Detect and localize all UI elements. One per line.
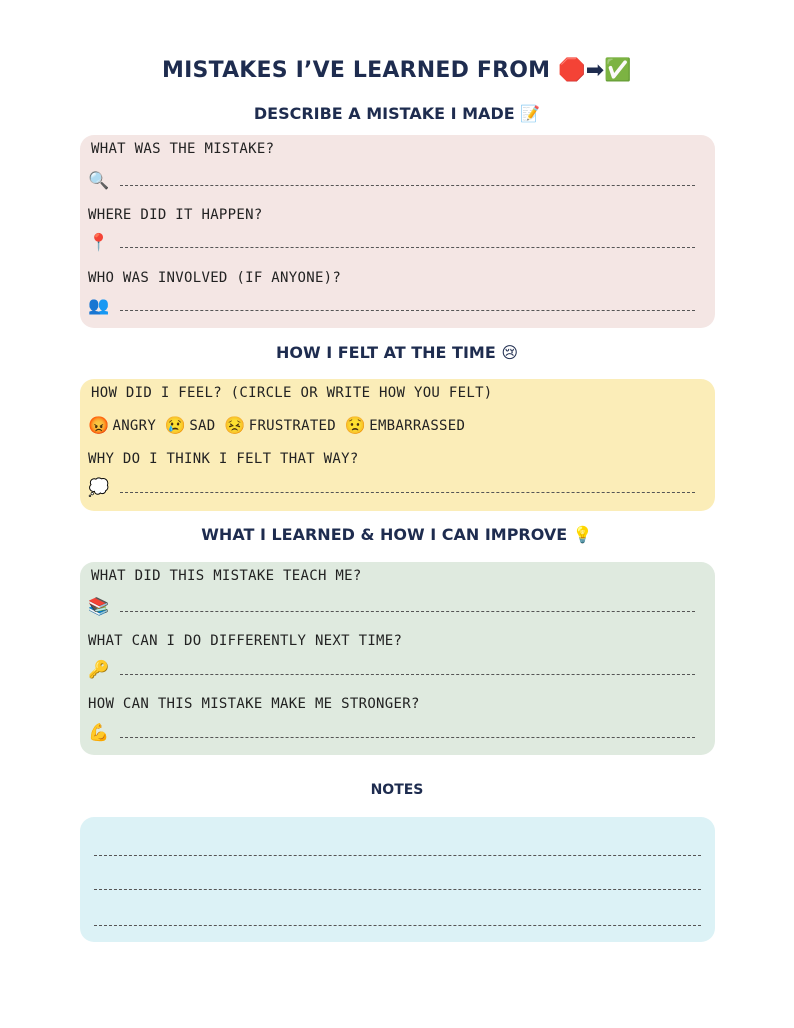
embarrassed-icon: 😟	[344, 416, 367, 436]
feelings-row	[88, 416, 465, 436]
question-where: WHERE DID IT HAPPEN?	[88, 207, 263, 223]
answer-line-teach[interactable]	[120, 611, 695, 612]
angry-icon: 😡	[88, 416, 110, 436]
question-why-felt: WHY DO I THINK I FELT THAT WAY?	[88, 451, 359, 467]
describe-card	[80, 135, 715, 328]
question-what-mistake: WHAT WAS THE MISTAKE?	[91, 141, 275, 157]
question-who: WHO WAS INVOLVED (IF ANYONE)?	[88, 270, 342, 286]
notes-heading: NOTES	[370, 782, 424, 798]
page-title: MISTAKES I’VE LEARNED FROM 🛑➡✅	[162, 58, 632, 83]
felt-heading: HOW I FELT AT THE TIME 😢	[275, 343, 519, 362]
question-teach: WHAT DID THIS MISTAKE TEACH ME?	[91, 568, 362, 584]
answer-line-who[interactable]	[120, 310, 695, 311]
felt-card	[80, 379, 715, 511]
feeling-embarrassed[interactable]: EMBARRASSED	[369, 418, 466, 434]
key-icon: 🔑	[88, 660, 110, 680]
thought-bubble-icon: 💭	[88, 478, 110, 498]
question-stronger: HOW CAN THIS MISTAKE MAKE ME STRONGER?	[88, 696, 420, 712]
notes-line-1[interactable]	[94, 855, 701, 856]
feeling-angry[interactable]: ANGRY	[112, 418, 157, 434]
magnifier-icon: 🔍	[88, 171, 110, 191]
answer-line-what-mistake[interactable]	[120, 185, 695, 186]
books-icon: 📚	[88, 597, 110, 617]
answer-line-where[interactable]	[120, 247, 695, 248]
question-how-feel: HOW DID I FEEL? (CIRCLE OR WRITE HOW YOU FELT)	[91, 385, 493, 401]
describe-heading: DESCRIBE A MISTAKE I MADE 📝	[253, 104, 541, 123]
notes-card	[80, 817, 715, 942]
question-differently: WHAT CAN I DO DIFFERENTLY NEXT TIME?	[88, 633, 403, 649]
feeling-sad[interactable]: SAD	[189, 418, 216, 434]
notes-line-2[interactable]	[94, 889, 701, 890]
learned-heading: WHAT I LEARNED & HOW I CAN IMPROVE 💡	[201, 525, 593, 544]
frustrated-icon: 😣	[224, 416, 246, 436]
feeling-frustrated[interactable]: FRUSTRATED	[248, 418, 337, 434]
flexed-arm-icon: 💪	[88, 723, 110, 743]
sad-icon: 😢	[164, 416, 187, 436]
pin-icon: 📍	[88, 233, 110, 253]
answer-line-stronger[interactable]	[120, 737, 695, 738]
people-icon: 👥	[88, 296, 110, 316]
notes-line-3[interactable]	[94, 925, 701, 926]
answer-line-differently[interactable]	[120, 674, 695, 675]
answer-line-why-felt[interactable]	[120, 492, 695, 493]
learned-card	[80, 562, 715, 755]
